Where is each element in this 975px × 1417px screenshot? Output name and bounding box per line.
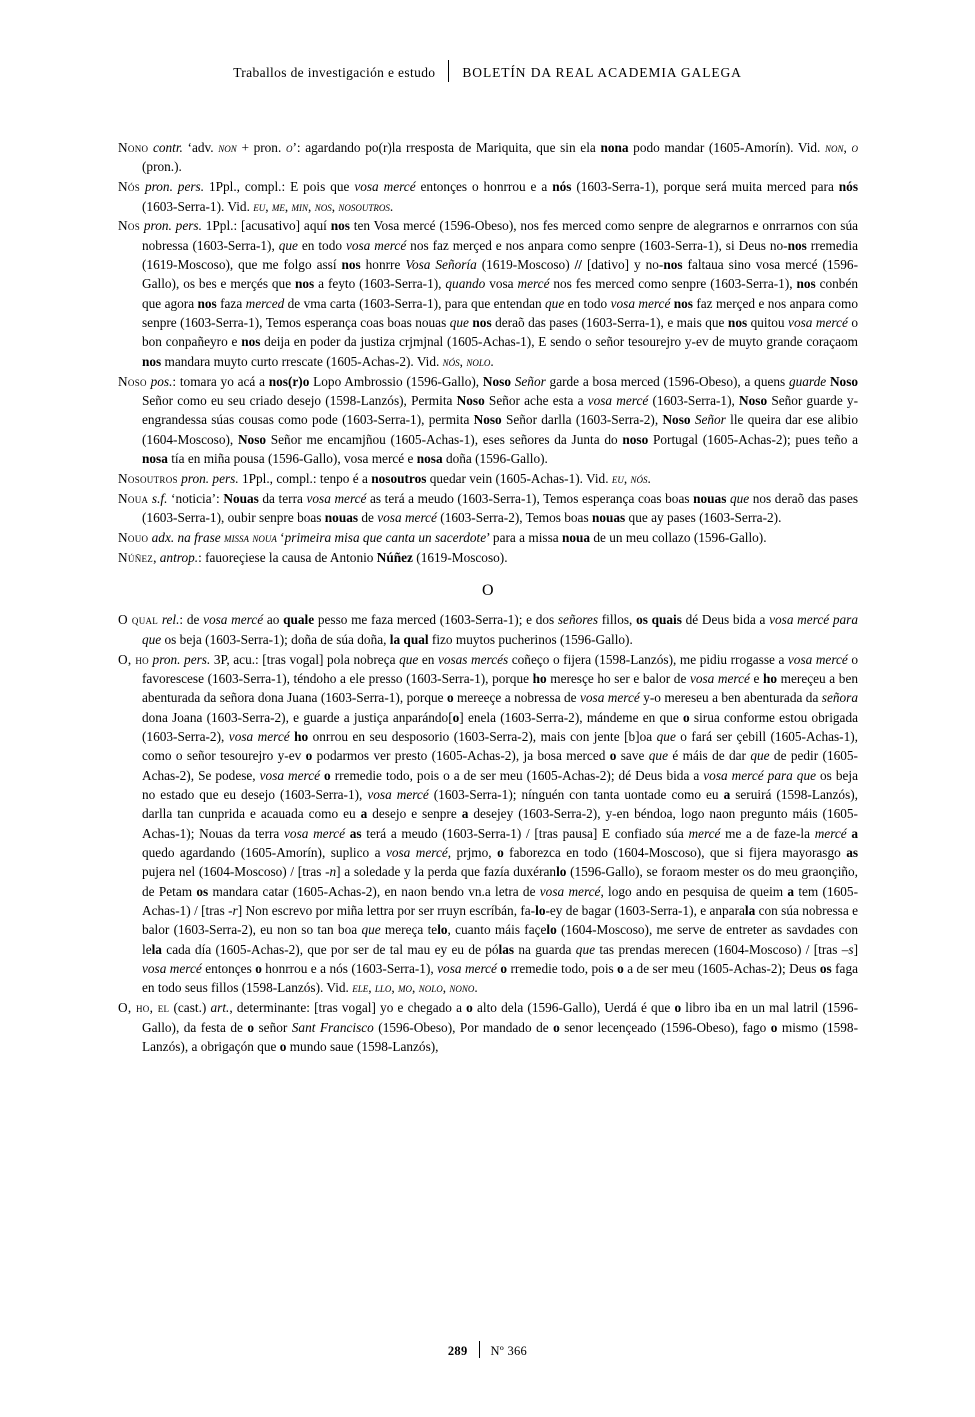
issue-number: Nº 366 [490,1344,528,1358]
dictionary-entry: Nós pron. pers. 1Ppl., compl.: E pois que vosa mercé entonçes o honrrou e a nós (1603-Serra-1), porque será muita merced para nós (1603-Serra-1). Vid. eu, me, min, nos, nosoutros. [118,179,858,214]
dictionary-entry: Núñez, antrop.: fauoreçiese la causa de Antonio Núñez (1619-Moscoso). [118,549,508,565]
page-number: 289 [447,1344,468,1358]
dictionary-entry: Nosoutros pron. pers. 1Ppl., compl.: tenpo é a nosoutros quedar vein (1605-Achas-1). Vid. eu, nós. [118,470,651,486]
running-head-divider [448,60,449,82]
running-head-right: BOLETÍN DA REAL ACADEMIA GALEGA [462,65,742,80]
dictionary-entry: Noso pos.: tomara yo acá a nos(r)o Lopo Ambrossio (1596-Gallo), Noso Señor garde a bosa merced (1596-Obeso), a quens guarde Noso Señor como eu seu criado desejo (1598-Lanzós), Permita Noso Señor ache esta a vosa mercé (1603-Serra-1), Noso Señor guarde y-engrandessa súas cousas como pode (1603-Serra-1), permita Noso Señor darlla (1603-Serra-2), Noso Señor lle queira dar ese alibio (1604-Moscoso), Noso Señor me encamjñou (1605-Achas-1), eses señores da Junta do noso Portugal (1605-Achas-2); pues teño a nosa tía en miña pousa (1596-Gallo), vosa mercé e nosa doña (1596-Gallo). [118,373,859,466]
dictionary-entry: O qual rel.: de vosa mercé ao quale pesso me faza merced (1603-Serra-1); e dos señores fillos, os quais dé Deus bida a vosa mercé para que os beja (1603-Serra-1); doña de súa doña, la qual fizo muytos pucherinos (1596-Gallo). [118,612,858,647]
dictionary-entry: O, ho pron. pers. 3P, acu.: [tras vogal] pola nobreça que en vosas mercés coñeço o fijera (1598-Lanzós), me pidiu rrogasse a vosa mercé o favorescese (1603-Serra-1), téndoho a ele presso (1603-Serra-1), porque ho meresçe ho ser e balor de vosa mercé e ho mereçeu a ben abenturada da señora dona Juana (1603-Serra-1), porque o mereeçe a nobressa de vosa mercé y-o mereseu a ben abenturada da señora dona Joana (1603-Serra-2), e guarde a justiça anparándo[o] enela (1603-Serra-2), mándeme en que o sirua conforme estou obrigada (1603-Serra-2), vosa mercé ho onrrou en seu desposorio (1603-Serra-2), mais con jente [b]oa que o fará ser çebill (1605-Achas-1), como o señor tesourejro y-ev o podarmos ver presto (1605-Achas-2), ja bosa merced o save que é máis de dar que de pedir (1605-Achas-2), Se podese, vosa mercé o rremedie todo, pois o a de ser meu (1605-Achas-2); dé Deus bida a vosa mercé para que os beja no estado que eu desejo (1603-Serra-1), vosa mercé (1603-Serra-1); nínguén con tanta uontade como eu a seruirá (1598-Lanzós), darlla tan cunprida e acauada como eu a desejo e senpre a desejey (1603-Serra-2), y-en béndoa, logo naon pregunto máis (1605-Achas-1); Nouas da terra vosa mercé as terá a meudo (1603-Serra-1) / [tras pausa] E confiado súa mercé me a de faze-la mercé a quedo agardando (1605-Amorín), suplico a vosa mercé, prjmo, o faborezca en todo (1604-Moscoso), que si fijera mayorasgo as pujera nel (1604-Moscoso) / [tras -n] a soledade y la perda que fazía duxéranlo (1596-Gallo), se foraom mester os do meu graonçiño, de Petam os mandara catar (1605-Achas-2), en naon bendo vn.a letra de vosa mercé, logo ando en pesquisa de queim a tem (1605-Achas-1) / [tras -r] Non escrevo por miña lettra por ser rruyn escríbán, fa-lo-ey de bagar (1603-Serra-1), e anparala con súa nobressa e balor (1603-Serra-2), eu non so tan boa que mereça telo, cuanto máis façelo (1604-Moscoso), me serve de entreter as savdades con lela cada día (1605-Achas-2), que por ser de tal mau ey eu de pólas na guarda que tas prendas merecen (1604-Moscoso) / [tras –s] vosa mercé entonçes o honrrou e a nós (1603-Serra-1), vosa mercé o rremedie todo, pois o a de ser meu (1605-Achas-2); Deus os faga en todo seus fillos (1598-Lanzós). Vid. ele, llo, mo, nolo, nono. [118,651,859,996]
dictionary-entry: Noua s.f. ‘noticia’: Nouas da terra vosa mercé as terá a meudo (1603-Serra-1), Temos esperança coas boas nouas que nos deraõ das pases (1603-Serra-1), oubir senpre boas nouas de vosa mercé (1603-Serra-2), Temos boas nouas que ay pases (1603-Serra-2). [118,490,859,526]
dictionary-entry: Nos pron. pers. 1Ppl.: [acusativo] aquí nos ten Vosa mercé (1596-Obeso), nos fes merced como senpre de alegrarnos e onrrarnos con súa nobressa (1603-Serra-1), que en todo vosa mercé nos faz merçed e nos anpara como senpre (1603-Serra-1), si Deus no-nos rremedia (1619-Moscoso), que me folgo assí nos honrre Vosa Señoría (1619-Moscoso) // [dativo] y no-nos faltaua sino vosa mercé (1596-Gallo), os bes e merçés que nos a feyto (1603-Serra-1), quando vosa mercé nos fes merced como senpre (1603-Serra-1), nos conbén que agora nos faza merced de vma carta (1603-Serra-1), para que entendan que en todo vosa mercé nos faz merçed e nos anpara como senpre (1603-Serra-1), Temos esperança coas boas nouas que nos deraõ das pases (1603-Serra-1), e mais que nos quitou vosa mercé o bon conpañeyro e nos deija en poder da justiza crjmjnal (1605-Achas-1), E sendo o señor tesourejro y-ev de muyto grande coraçaom nos mandara muyto curto rrescate (1605-Achas-2). Vid. nós, nolo. [118,218,859,369]
running-head-left: Traballos de investigación e estudo [233,65,436,80]
dictionary-body [118,138,858,1057]
dictionary-entry: Nouo adx. na frase missa noua ‘primeira misa que canta un sacerdote’ para a missa noua de un meu collazo (1596-Gallo). [118,529,767,545]
page-footer [0,1341,975,1359]
running-head [0,60,975,82]
dictionary-entry: Nono contr. ‘adv. non + pron. o’: agardando po(r)la rresposta de Mariquita, que sin ela nona podo mandar (1605-Amorín). Vid. non, o (pron.). [118,140,858,175]
entries-after-section [118,610,858,1056]
section-letter-heading: O [481,582,495,600]
entries-before-section [118,138,858,567]
footer-divider [479,1341,480,1358]
dictionary-entry: O, ho, el (cast.) art., determinante: [tras vogal] yo e chegado a o alto dela (1596-Gallo), Uerdá é que o libro iba en un mal latril (1596-Gallo), da festa de o señor Sant Francisco (1596-Obeso), Por mandado de o senor lecençeado (1596-Obeso), fago o mismo (1598-Lanzós), a obrigaçón que o mundo saue (1598-Lanzós), [118,1000,858,1054]
